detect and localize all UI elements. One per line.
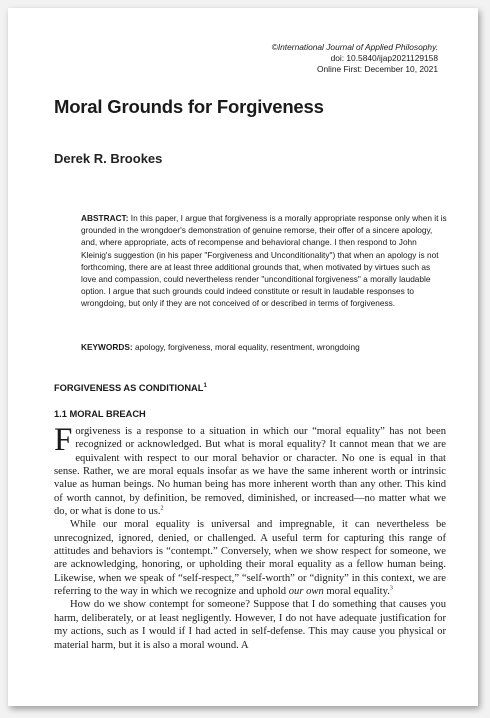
doi: doi: 10.5840/ijap2021129158 (330, 53, 438, 63)
keywords-text: apology, forgiveness, moral equality, resentment, wrongdoing (134, 342, 360, 352)
section-heading (54, 383, 207, 393)
online-first-date: Online First: December 10, 2021 (316, 64, 438, 74)
subsection-heading: 1.1 MORAL BREACH (54, 409, 146, 419)
abstract (81, 212, 447, 310)
footnote-marker: 2 (160, 505, 164, 512)
keywords (81, 342, 451, 352)
journal-name: ©International Journal of Applied Philosophy. (271, 42, 438, 52)
paragraph (54, 518, 446, 598)
abstract-label: ABSTRACT: (81, 213, 129, 223)
keywords-label: KEYWORDS: (81, 342, 133, 352)
paragraph-text: moral equality. (323, 586, 390, 598)
footnote-marker: 1 (203, 382, 207, 389)
abstract-text: In this paper, I argue that forgiveness is a morally appropriate response only when it is grounded in the wrongdoer's demonstration of genuine remorse, their offer of a sincere apology, and, where appropriate, acts of recompense and behavioral change. I then respond to John Kleinig's suggestion (in his paper "Forgiveness and Unconditionality") that when an apology is not forthcoming, there are at least three additional grounds that, when motivated by virtues such as love and compassion, could nevertheless render "unconditional forgiveness" a morally laudable option. I argue that such grounds could indeed constitute or result in laudable responses to wrongdoing, but only if they are not conceived of or described in terms of forgiveness. (81, 213, 447, 309)
paper-title: Moral Grounds for Forgiveness (54, 96, 324, 117)
drop-cap: F (54, 422, 73, 458)
journal-meta (272, 42, 438, 75)
section-heading-text: FORGIVENESS AS CONDITIONAL (54, 383, 204, 393)
paper-page (8, 8, 478, 706)
paragraph (54, 422, 446, 518)
body-text (54, 422, 446, 652)
paragraph-text: While our moral equality is universal and impregnable, it can nevertheless be unrecognized, ignored, denied, or challenged. A useful term for capturing this range of attitudes and behaviors is “contempt.” Conversely, when we show respect for someone, we are acknowledging, honoring, or upholding their moral equality as a fellow human being. Likewise, when we speak of “self-respect,” “self-worth” or “dignity” in this context, we are referring to the way in which we recognize and uphold (54, 519, 446, 598)
paragraph: How do we show contempt for someone? Suppose that I do something that causes you harm, deliberately, or at least negligently. However, I do not have adequate justification for my actions, such as I would if I had acted in self-defense. This may cause you physical or material harm, but it is also a moral wound. A (54, 599, 446, 651)
footnote-marker: 3 (389, 585, 393, 592)
emphasis-text: our own (288, 586, 324, 598)
paragraph-text: orgiveness is a response to a situation in which our “moral equality” has not been recognized or acknowledged. But what is moral equality? It cannot mean that we are equivalent with respect to our moral behavior or character. No one is equal in that sense. Rather, we are moral equals insofar as we have the same inherent worth or intrinsic value as human beings. No human being has more inherent worth than any other. This kind of worth cannot, by definition, be removed, diminished, or increased—no matter what we do, or what is done to us. (54, 426, 446, 518)
author-name: Derek R. Brookes (54, 151, 163, 166)
